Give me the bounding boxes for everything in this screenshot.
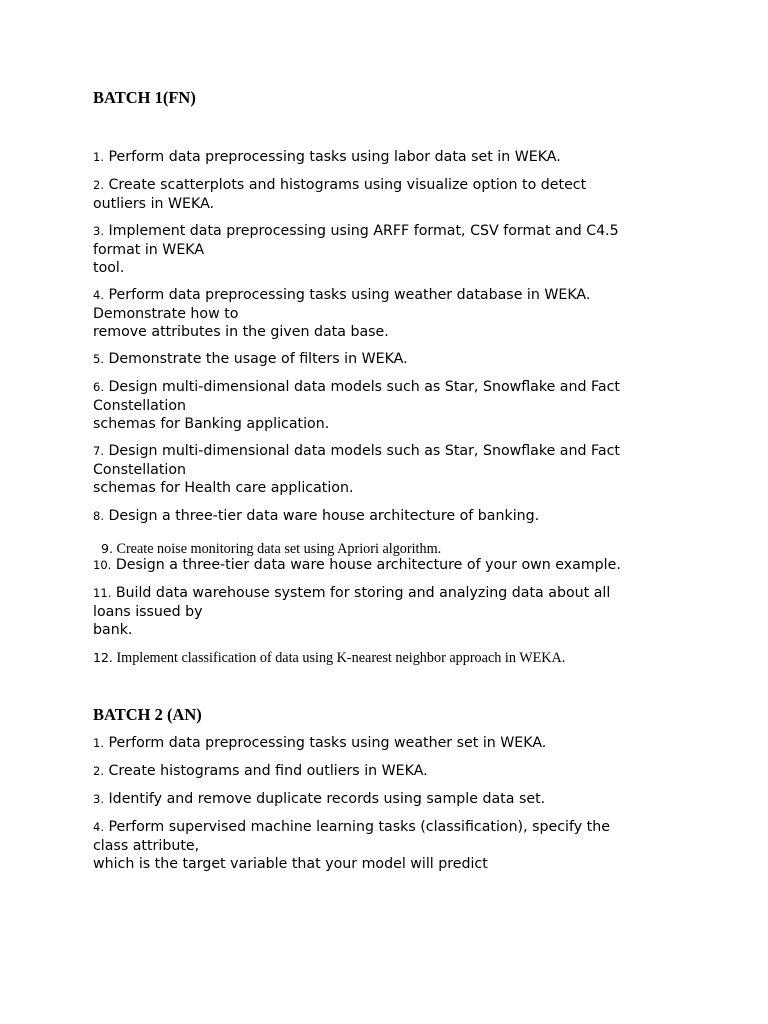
batch1-item-10 [93,556,693,575]
item-text: outliers in WEKA. [93,195,215,212]
batch1-item-12 [93,649,693,668]
item-number: 6. [93,380,104,394]
batch2-item-1 [93,734,693,753]
item-text: Create scatterplots and histograms using visualize option to detect [108,177,587,193]
item-text: Create noise monitoring data set using Apriori algorithm. [116,541,442,557]
item-text: loans issued by [93,603,203,620]
item-text: Design a three-tier data ware house architecture of banking. [108,508,540,524]
item-text: Constellation [93,397,187,414]
item-text: Build data warehouse system for storing and analyzing data about all [115,585,611,601]
batch1-item-8 [93,507,693,526]
item-text: Demonstrate how to [93,305,239,322]
item-number: 12. [93,650,113,665]
item-text: which is the target variable that your model will predict [93,856,488,872]
item-text: bank. [93,622,133,638]
item-text: Perform data preprocessing tasks using weather set in WEKA. [108,735,547,751]
item-number: 7. [93,444,104,458]
item-number: 2. [93,764,104,778]
batch1-heading: BATCH 1(FN) [93,88,196,107]
item-number: 1. [93,736,104,750]
batch1-item-3 [93,222,693,278]
item-text: Implement data preprocessing using ARFF format, CSV format and C4.5 [108,223,619,239]
batch1-item-1 [93,148,693,167]
batch2-heading: BATCH 2 (AN) [93,705,202,724]
item-text: Design multi-dimensional data models such as Star, Snowflake and Fact [108,379,620,395]
item-number: 1. [93,150,104,164]
item-text: tool. [93,260,125,276]
item-number: 8. [93,509,104,523]
batch1-item-5 [93,350,693,369]
item-text: format in WEKA [93,241,205,258]
item-text: Implement classification of data using K-nearest neighbor approach in WEKA. [116,650,566,666]
item-number: 4. [93,288,104,302]
item-text: Perform data preprocessing tasks using labor data set in WEKA. [108,149,561,165]
item-text: Perform supervised machine learning tasks (classification), specify the [108,819,610,835]
batch1-item-11 [93,584,693,640]
batch1-item-4 [93,286,693,342]
item-number: 4. [93,820,104,834]
item-text: schemas for Health care application. [93,480,354,496]
batch1-item-2 [93,176,693,213]
item-text: Constellation [93,461,187,478]
batch2-item-3 [93,790,693,809]
item-number: 3. [93,224,104,238]
item-number: 9. [101,541,113,556]
item-text: Demonstrate the usage of filters in WEKA. [108,351,408,367]
item-text: Design a three-tier data ware house architecture of your own example. [115,557,621,573]
batch2-item-4 [93,818,693,874]
item-text: schemas for Banking application. [93,416,330,432]
batch1-item-6 [93,378,693,434]
item-number: 5. [93,352,104,366]
item-text: Create histograms and find outliers in WEKA. [108,763,428,779]
item-number: 3. [93,792,104,806]
item-text: class attribute, [93,837,200,854]
item-text: Perform data preprocessing tasks using weather database in WEKA. [108,287,591,303]
item-text: remove attributes in the given data base. [93,324,389,340]
item-number: 11. [93,586,112,600]
item-number: 2. [93,178,104,192]
item-text: Design multi-dimensional data models such as Star, Snowflake and Fact [108,443,620,459]
batch2-item-2 [93,762,693,781]
batch1-item-7 [93,442,693,498]
item-number: 10. [93,558,112,572]
item-text: Identify and remove duplicate records using sample data set. [108,791,546,807]
